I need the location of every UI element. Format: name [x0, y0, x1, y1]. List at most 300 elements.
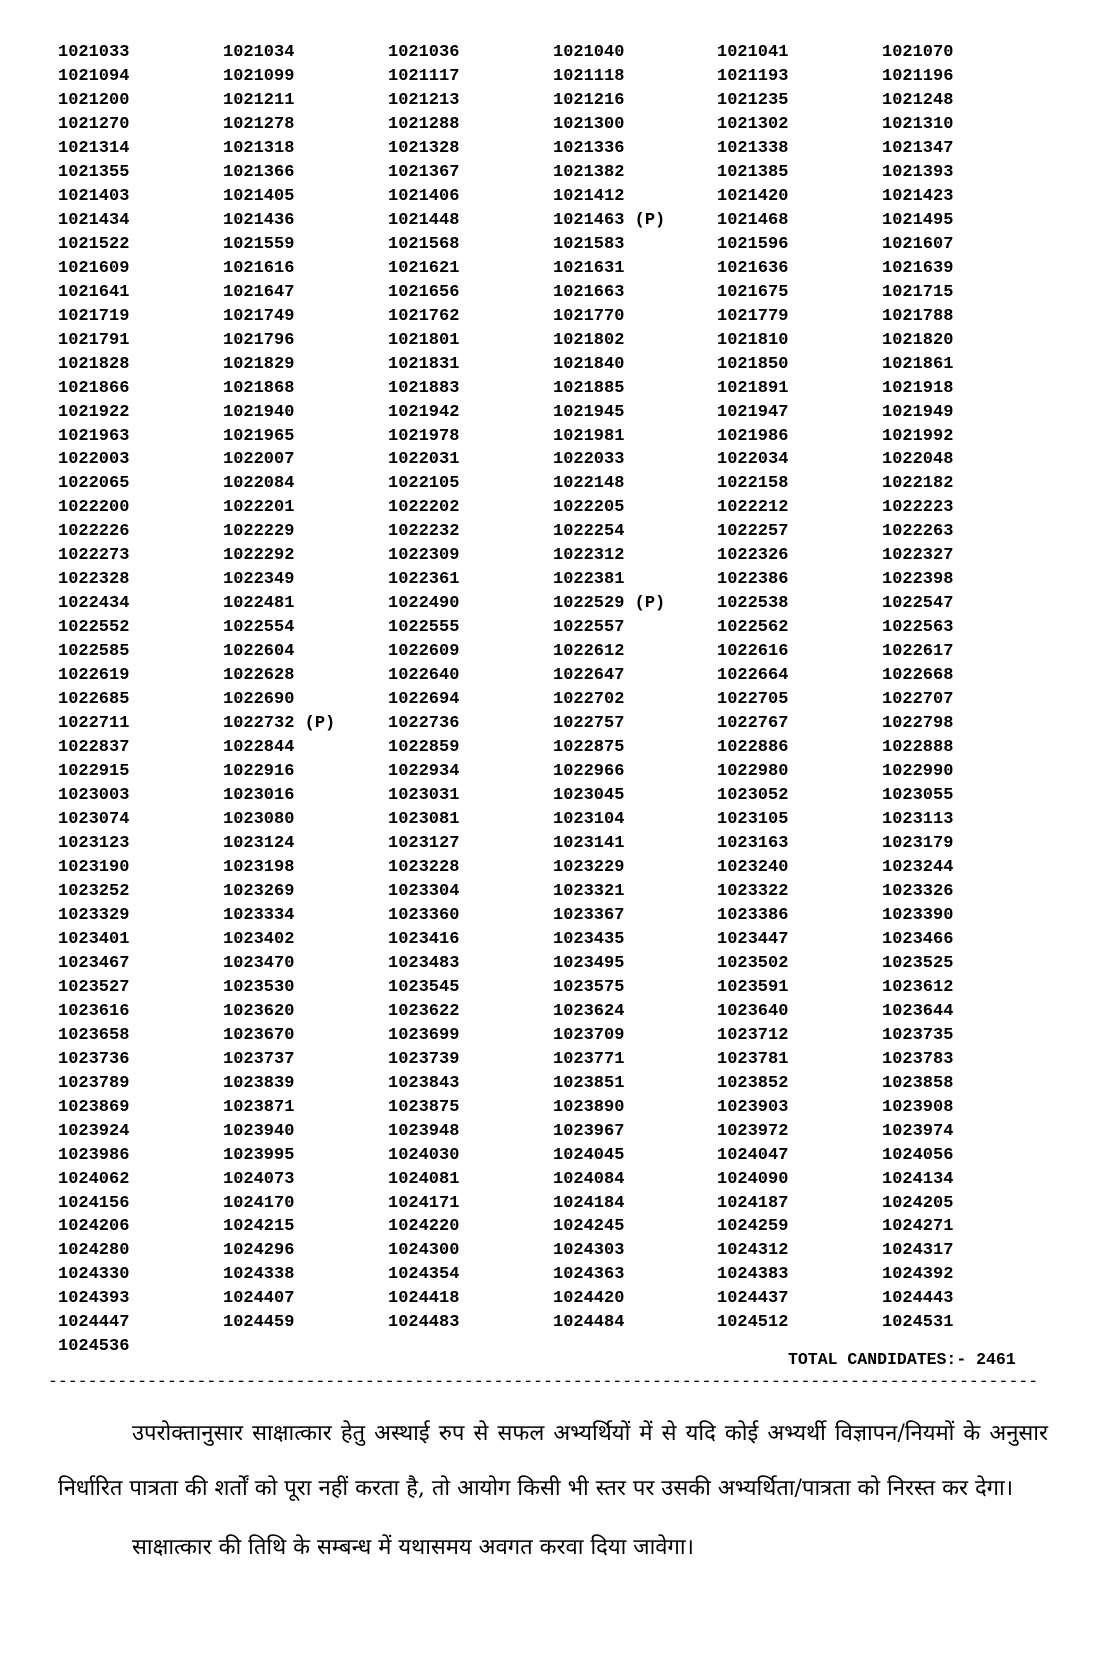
roll-number-cell: 1022685 — [58, 690, 130, 710]
roll-number-cell: 1024317 — [882, 1241, 954, 1261]
roll-number-cell: 1022668 — [882, 666, 954, 686]
roll-number-cell: 1021992 — [882, 426, 954, 446]
roll-number-cell: 1022664 — [717, 666, 789, 686]
roll-number-cell: 1022229 — [223, 522, 295, 542]
roll-number-cell: 1022202 — [388, 498, 460, 518]
roll-number-cell: 1023986 — [58, 1145, 130, 1165]
roll-number-cell: 1021094 — [58, 66, 130, 86]
roll-number-cell: 1021434 — [58, 210, 130, 230]
roll-number-cell: 1021840 — [553, 354, 625, 374]
roll-number-cell: 1022628 — [223, 666, 295, 686]
roll-number-cell: 1022711 — [58, 714, 130, 734]
roll-number-cell: 1022257 — [717, 522, 789, 542]
roll-number-cell: 1021423 — [882, 186, 954, 206]
roll-number-cell: 1023386 — [717, 905, 789, 925]
roll-number-cell: 1023622 — [388, 1001, 460, 1021]
roll-number-cell: 1023699 — [388, 1025, 460, 1045]
roll-number-cell: 1023903 — [717, 1097, 789, 1117]
roll-number-cell: 1023105 — [717, 810, 789, 829]
roll-number-cell: 1022617 — [882, 642, 954, 662]
table-row — [58, 1192, 1073, 1216]
table-row — [58, 808, 1073, 832]
roll-number-cell: 1022034 — [717, 450, 789, 470]
roll-number-cell: 1023360 — [388, 905, 460, 925]
roll-number-cell: 1022609 — [388, 642, 460, 662]
roll-number-cell: 1023367 — [553, 905, 625, 925]
roll-number-cell: 1024259 — [717, 1217, 789, 1237]
roll-number-cell: 1022223 — [882, 498, 954, 518]
roll-number-cell: 1022875 — [553, 738, 625, 758]
table-row — [58, 976, 1073, 1000]
roll-number-cell: 1021715 — [882, 282, 954, 302]
roll-number-cell: 1022837 — [58, 738, 130, 758]
roll-number-cell: 1021749 — [223, 306, 295, 326]
roll-number-cell: 1021193 — [717, 66, 789, 86]
table-row — [58, 1000, 1073, 1024]
roll-number-cell: 1023924 — [58, 1121, 130, 1141]
roll-number-cell: 1022158 — [717, 474, 789, 494]
roll-number-cell: 1023179 — [882, 833, 954, 853]
roll-number-cell: 1022263 — [882, 522, 954, 542]
separator-line: ---------------------------------------------------------------------------------------------------- — [48, 1372, 1039, 1391]
roll-number-cell: 1024484 — [553, 1313, 625, 1333]
roll-number-cell: 1023591 — [717, 977, 789, 997]
roll-number-cell: 1023967 — [553, 1121, 625, 1141]
roll-number-cell: 1024393 — [58, 1289, 130, 1309]
roll-number-cell: 1024407 — [223, 1289, 295, 1309]
roll-number-cell: 1022205 — [553, 498, 625, 518]
roll-number-cell: 1022552 — [58, 618, 130, 638]
roll-number-cell: 1022312 — [553, 546, 625, 566]
roll-number-cell: 1021801 — [388, 330, 460, 350]
roll-number-cell: 1024392 — [882, 1265, 954, 1285]
roll-number-cell: 1024512 — [717, 1313, 789, 1333]
roll-number-cell: 1021213 — [388, 90, 460, 110]
table-row — [58, 209, 1073, 233]
roll-number-cell: 1024206 — [58, 1217, 130, 1237]
roll-number-cell: 1023124 — [223, 833, 295, 853]
roll-number-cell: 1024184 — [553, 1193, 625, 1213]
roll-number-cell: 1022547 — [882, 594, 954, 614]
roll-number-cell: 1021891 — [717, 378, 789, 398]
roll-number-cell: 1024205 — [882, 1193, 954, 1213]
roll-number-cell: 1022798 — [882, 714, 954, 734]
roll-number-cell: 1024171 — [388, 1193, 460, 1213]
roll-number-cell: 1022048 — [882, 450, 954, 470]
roll-number-cell: 1023016 — [223, 786, 295, 806]
roll-number-cell: 1023871 — [223, 1097, 295, 1117]
roll-number-cell: 1021405 — [223, 186, 295, 206]
roll-number-cell: 1021641 — [58, 282, 130, 302]
notice-text — [58, 1406, 1048, 1575]
roll-number-cell: 1022309 — [388, 546, 460, 566]
roll-number-cell: 1021868 — [223, 378, 295, 398]
roll-number-cell: 1023712 — [717, 1025, 789, 1045]
roll-number-cell: 1021412 — [553, 186, 625, 206]
roll-number-cell: 1023080 — [223, 810, 295, 829]
roll-number-cell: 1021302 — [717, 114, 789, 134]
roll-number-cell: 1023972 — [717, 1121, 789, 1141]
table-row — [58, 952, 1073, 976]
table-row — [58, 496, 1073, 520]
roll-number-cell: 1024354 — [388, 1265, 460, 1285]
roll-number-cell: 1022690 — [223, 690, 295, 710]
roll-number-cell: 1021675 — [717, 282, 789, 302]
roll-number-cell: 1021945 — [553, 402, 625, 422]
roll-number-cell: 1022844 — [223, 738, 295, 758]
roll-number-cell: 1024459 — [223, 1313, 295, 1333]
notice-paragraph-2: साक्षात्कार की तिथि के सम्बन्ध में यथासमय अवगत करवा दिया जावेगा। — [132, 1535, 694, 1560]
roll-number-cell: 1024084 — [553, 1169, 625, 1189]
table-row — [58, 401, 1073, 425]
roll-number-cell: 1023045 — [553, 786, 625, 806]
roll-number-cell: 1021883 — [388, 378, 460, 398]
roll-number-cell: 1024030 — [388, 1145, 460, 1165]
roll-number-cell: 1022562 — [717, 618, 789, 638]
roll-number-cell: 1021779 — [717, 306, 789, 326]
roll-number-cell: 1024073 — [223, 1169, 295, 1189]
roll-number-cell: 1022757 — [553, 714, 625, 734]
roll-number-cell: 1023502 — [717, 953, 789, 973]
roll-number-cell: 1023470 — [223, 953, 295, 973]
roll-number-cell: 1022327 — [882, 546, 954, 566]
roll-number-cell: 1022481 — [223, 594, 295, 614]
table-row — [58, 233, 1073, 257]
roll-number-cell: 1021495 — [882, 210, 954, 230]
roll-number-cell: 1024271 — [882, 1217, 954, 1237]
roll-number-cell: 1021621 — [388, 258, 460, 278]
table-row — [58, 161, 1073, 185]
roll-number-cell: 1024156 — [58, 1193, 130, 1213]
roll-number-cell: 1021762 — [388, 306, 460, 326]
roll-number-cell: 1023228 — [388, 857, 460, 877]
roll-number-cell: 1022386 — [717, 570, 789, 590]
roll-number-cell: 1023416 — [388, 929, 460, 949]
table-row — [58, 592, 1073, 616]
roll-number-cell: 1023658 — [58, 1025, 130, 1045]
roll-number-cell: 1023229 — [553, 857, 625, 877]
roll-number-cell: 1022148 — [553, 474, 625, 494]
roll-number-cell: 1023113 — [882, 810, 954, 829]
roll-number-cell: 1023435 — [553, 929, 625, 949]
roll-number-cell: 1022767 — [717, 714, 789, 734]
roll-number-cell: 1023304 — [388, 881, 460, 901]
roll-number-cell: 1022490 — [388, 594, 460, 614]
table-row — [58, 65, 1073, 89]
roll-number-cell: 1022707 — [882, 690, 954, 710]
roll-number-cell: 1024296 — [223, 1241, 295, 1261]
roll-number-cell: 1021420 — [717, 186, 789, 206]
roll-number-cell: 1021978 — [388, 426, 460, 446]
table-row — [58, 904, 1073, 928]
table-row — [58, 1144, 1073, 1168]
roll-number-cell: 1023252 — [58, 881, 130, 901]
roll-number-cell: 1022966 — [553, 762, 625, 782]
table-row — [58, 1168, 1073, 1192]
table-row — [58, 760, 1073, 784]
roll-number-cell: 1023104 — [553, 810, 625, 829]
table-row — [58, 257, 1073, 281]
roll-number-cell: 1022619 — [58, 666, 130, 686]
roll-number-cell: 1023269 — [223, 881, 295, 901]
roll-number-cell: 1023875 — [388, 1097, 460, 1117]
roll-number-cell: 1023527 — [58, 977, 130, 997]
table-row — [58, 185, 1073, 209]
roll-number-cell: 1023940 — [223, 1121, 295, 1141]
roll-number-cell: 1022694 — [388, 690, 460, 710]
roll-number-cell: 1021820 — [882, 330, 954, 350]
roll-number-cell: 1023739 — [388, 1049, 460, 1069]
roll-number-cell: 1023141 — [553, 833, 625, 853]
table-row — [58, 520, 1073, 544]
table-row — [58, 1215, 1073, 1239]
roll-number-cell: 1022915 — [58, 762, 130, 782]
roll-number-cell: 1022434 — [58, 594, 130, 614]
roll-number-cell: 1024443 — [882, 1289, 954, 1309]
roll-number-cell: 1023616 — [58, 1001, 130, 1021]
roll-number-cell: 1022361 — [388, 570, 460, 590]
roll-number-cell: 1021568 — [388, 234, 460, 254]
roll-number-cell: 1021922 — [58, 402, 130, 422]
roll-number-cell: 1021583 — [553, 234, 625, 254]
roll-number-cell: 1021947 — [717, 402, 789, 422]
table-row — [58, 1239, 1073, 1263]
roll-number-cell: 1024187 — [717, 1193, 789, 1213]
roll-number-cell: 1022065 — [58, 474, 130, 494]
roll-number-cell: 1024081 — [388, 1169, 460, 1189]
roll-number-cell: 1023783 — [882, 1049, 954, 1069]
roll-number-cell: 1023530 — [223, 977, 295, 997]
roll-number-cell: 1023908 — [882, 1097, 954, 1117]
roll-number-cell: 1023074 — [58, 810, 130, 829]
roll-number-cell: 1024090 — [717, 1169, 789, 1189]
roll-number-cell: 1021918 — [882, 378, 954, 398]
roll-number-cell: 1022538 — [717, 594, 789, 614]
roll-number-cell: 1023321 — [553, 881, 625, 901]
roll-number-cell: 1021965 — [223, 426, 295, 446]
roll-number-cell: 1021986 — [717, 426, 789, 446]
roll-number-cell: 1022254 — [553, 522, 625, 542]
roll-number-cell: 1023839 — [223, 1073, 295, 1093]
roll-number-cell: 1021828 — [58, 354, 130, 374]
roll-number-cell: 1023869 — [58, 1097, 130, 1117]
roll-number-cell: 1023545 — [388, 977, 460, 997]
roll-number-cell: 1021885 — [553, 378, 625, 398]
roll-number-cell: 1023771 — [553, 1049, 625, 1069]
roll-number-cell: 1021099 — [223, 66, 295, 86]
roll-number-cell: 1021607 — [882, 234, 954, 254]
roll-number-cell: 1021981 — [553, 426, 625, 446]
roll-number-cell: 1024447 — [58, 1313, 130, 1333]
roll-number-cell: 1023244 — [882, 857, 954, 877]
table-row — [58, 1024, 1073, 1048]
table-row — [58, 1311, 1073, 1335]
roll-number-cell: 1023467 — [58, 953, 130, 973]
table-row — [58, 784, 1073, 808]
roll-number-cell: 1024536 — [58, 1337, 130, 1357]
roll-number-cell: 1023852 — [717, 1073, 789, 1093]
roll-number-cell: 1023789 — [58, 1073, 130, 1093]
table-row — [58, 89, 1073, 113]
table-row — [58, 448, 1073, 472]
roll-number-cell: 1021791 — [58, 330, 130, 350]
roll-number-cell: 1022736 — [388, 714, 460, 734]
table-row — [58, 472, 1073, 496]
roll-number-cell: 1021347 — [882, 138, 954, 158]
roll-number-cell: 1021041 — [717, 43, 789, 62]
roll-number-cell: 1022031 — [388, 450, 460, 470]
roll-number-cell: 1021631 — [553, 258, 625, 278]
roll-number-cell: 1021656 — [388, 282, 460, 302]
table-row — [58, 568, 1073, 592]
roll-number-cell: 1021310 — [882, 114, 954, 134]
roll-number-cell: 1021393 — [882, 162, 954, 182]
table-row — [58, 928, 1073, 952]
roll-number-cell: 1023483 — [388, 953, 460, 973]
roll-number-cell: 1024363 — [553, 1265, 625, 1285]
roll-number-cell: 1021403 — [58, 186, 130, 206]
roll-number-cell: 1021338 — [717, 138, 789, 158]
roll-number-cell: 1021861 — [882, 354, 954, 374]
table-row — [58, 880, 1073, 904]
roll-number-cell: 1022555 — [388, 618, 460, 638]
roll-number-cell: 1022934 — [388, 762, 460, 782]
table-row — [58, 1120, 1073, 1144]
roll-number-cell: 1021802 — [553, 330, 625, 350]
table-row — [58, 329, 1073, 353]
roll-number-cell: 1023334 — [223, 905, 295, 925]
roll-number-cell: 1021318 — [223, 138, 295, 158]
roll-number-cell: 1023670 — [223, 1025, 295, 1045]
table-row — [58, 1072, 1073, 1096]
roll-number-cell: 1023198 — [223, 857, 295, 877]
roll-number-cell: 1023735 — [882, 1025, 954, 1045]
roll-number-cell: 1022033 — [553, 450, 625, 470]
roll-number-cell: 1021406 — [388, 186, 460, 206]
roll-number-cell: 1021448 — [388, 210, 460, 230]
table-row — [58, 688, 1073, 712]
roll-number-cell: 1023620 — [223, 1001, 295, 1021]
roll-number-cell: 1023948 — [388, 1121, 460, 1141]
roll-number-cell: 1021866 — [58, 378, 130, 398]
roll-number-cell: 1023447 — [717, 929, 789, 949]
roll-number-cell: 1021196 — [882, 66, 954, 86]
roll-number-cell: 1023640 — [717, 1001, 789, 1021]
roll-number-cell: 1024330 — [58, 1265, 130, 1285]
roll-number-cell: 1023163 — [717, 833, 789, 853]
roll-number-cell: 1022105 — [388, 474, 460, 494]
roll-number-cell: 1024312 — [717, 1241, 789, 1261]
roll-number-cell: 1021216 — [553, 90, 625, 110]
roll-number-cell: 1024303 — [553, 1241, 625, 1261]
roll-number-cell: 1024418 — [388, 1289, 460, 1309]
roll-number-cell: 1022007 — [223, 450, 295, 470]
roll-number-cell: 1021270 — [58, 114, 130, 134]
roll-number-cell: 1023466 — [882, 929, 954, 949]
roll-number-cell: 1023495 — [553, 953, 625, 973]
roll-number-cell: 1022232 — [388, 522, 460, 542]
roll-number-cell: 1021831 — [388, 354, 460, 374]
roll-number-cell: 1021468 — [717, 210, 789, 230]
table-row — [58, 664, 1073, 688]
roll-number-cell: 1021300 — [553, 114, 625, 134]
roll-number-cell: 1024383 — [717, 1265, 789, 1285]
roll-number-cell: 1024245 — [553, 1217, 625, 1237]
roll-number-cell: 1023612 — [882, 977, 954, 997]
table-row — [58, 113, 1073, 137]
roll-number-cell: 1021639 — [882, 258, 954, 278]
roll-number-cell: 1023240 — [717, 857, 789, 877]
roll-number-cell: 1023575 — [553, 977, 625, 997]
roll-number-cell: 1022612 — [553, 642, 625, 662]
roll-number-cell: 1024045 — [553, 1145, 625, 1165]
roll-number-cell: 1022886 — [717, 738, 789, 758]
roll-number-cell: 1023127 — [388, 833, 460, 853]
table-row — [58, 137, 1073, 161]
roll-number-cell: 1023390 — [882, 905, 954, 925]
roll-number-cell: 1023402 — [223, 929, 295, 949]
roll-number-cell: 1023326 — [882, 881, 954, 901]
roll-number-cell: 1021788 — [882, 306, 954, 326]
roll-number-cell: 1022328 — [58, 570, 130, 590]
roll-number-cell: 1021942 — [388, 402, 460, 422]
roll-number-cell: 1022381 — [553, 570, 625, 590]
roll-number-cell: 1022640 — [388, 666, 460, 686]
roll-number-cell: 1024215 — [223, 1217, 295, 1237]
roll-number-cell: 1021040 — [553, 43, 625, 62]
table-row — [58, 832, 1073, 856]
roll-number-cell: 1021034 — [223, 43, 295, 62]
roll-number-cell: 1023858 — [882, 1073, 954, 1093]
table-row — [58, 856, 1073, 880]
table-row — [58, 425, 1073, 449]
roll-number-cell: 1021070 — [882, 43, 954, 62]
roll-number-cell: 1022604 — [223, 642, 295, 662]
roll-number-cell: 1021288 — [388, 114, 460, 134]
roll-number-cell: 1021770 — [553, 306, 625, 326]
roll-number-cell: 1022916 — [223, 762, 295, 782]
roll-number-cell: 1021336 — [553, 138, 625, 158]
roll-number-cell: 1021248 — [882, 90, 954, 110]
roll-number-cell: 1021850 — [717, 354, 789, 374]
roll-number-cell: 1021314 — [58, 138, 130, 158]
roll-number-cell: 1022226 — [58, 522, 130, 542]
roll-number-cell: 1023974 — [882, 1121, 954, 1141]
roll-number-cell: 1021367 — [388, 162, 460, 182]
roll-number-cell: 1023190 — [58, 857, 130, 877]
roll-number-cell: 1021355 — [58, 162, 130, 182]
roll-number-cell: 1022200 — [58, 498, 130, 518]
table-row — [58, 1287, 1073, 1311]
roll-number-cell: 1021663 — [553, 282, 625, 302]
roll-number-cell: 1021382 — [553, 162, 625, 182]
roll-number-cell: 1024338 — [223, 1265, 295, 1285]
roll-number-cell: 1021436 — [223, 210, 295, 230]
roll-number-cell: 1023525 — [882, 953, 954, 973]
roll-number-cell: 1021117 — [388, 66, 460, 86]
table-row — [58, 1048, 1073, 1072]
roll-number-cell: 1022980 — [717, 762, 789, 782]
roll-number-cell: 1021636 — [717, 258, 789, 278]
roll-number-cell: 1021963 — [58, 426, 130, 446]
roll-number-cell: 1022888 — [882, 738, 954, 758]
roll-number-cell: 1024170 — [223, 1193, 295, 1213]
roll-number-cell: 1023123 — [58, 833, 130, 853]
roll-number-cell: 1022557 — [553, 618, 625, 638]
table-row — [58, 353, 1073, 377]
roll-number-cell: 1022003 — [58, 450, 130, 470]
roll-number-cell: 1023843 — [388, 1073, 460, 1093]
